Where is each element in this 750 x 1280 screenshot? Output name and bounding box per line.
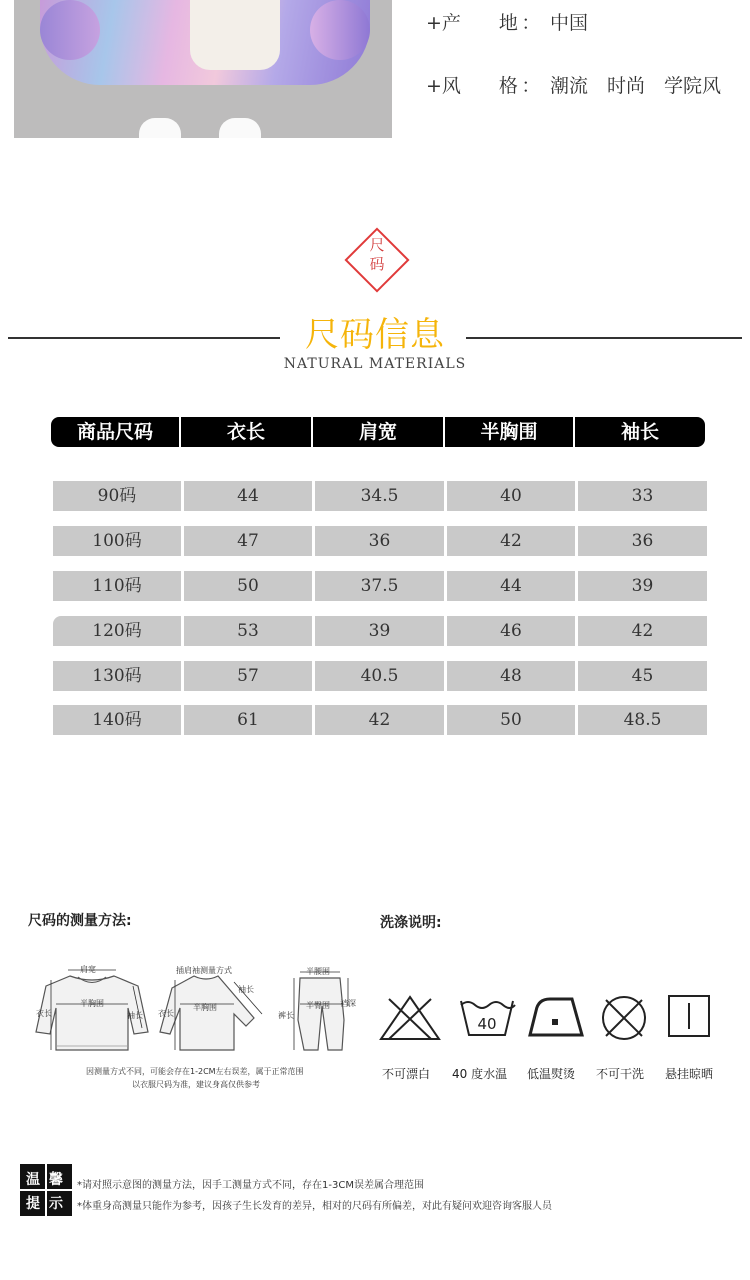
label-chest-raglan: 半胸围 [193,1003,217,1012]
spec-plus: + [426,12,442,34]
cell-length: 50 [184,571,312,601]
size-badge-bottom: 码 [369,255,385,273]
cell-shoulder: 39 [315,616,444,646]
cell-length: 61 [184,705,312,735]
care-label-no-bleach: 不可漂白 [382,1067,431,1081]
header-size: 商品尺码 [76,421,153,443]
care-label-hang-dry: 悬挂晾晒 [665,1067,714,1081]
header-length: 衣长 [226,421,265,443]
jacket-image [40,0,370,85]
cell-shoulder: 37.5 [315,571,444,601]
cell-length: 44 [184,481,312,511]
jacket-right-sleeve [310,0,370,60]
cell-length: 57 [184,661,312,691]
cell-sleeve: 36 [578,526,707,556]
raglan-title: 插肩袖测量方式 [176,966,232,975]
wash-title: 洗涤说明: [380,915,442,931]
tip-char: 提 [26,1196,40,1212]
shoe-left [139,118,181,138]
cell-size: 90码 [53,481,181,511]
cell-chest: 46 [447,616,575,646]
label-chest: 半胸围 [80,999,104,1008]
spec-colon: ： [521,75,541,97]
label-length: 衣长 [36,1009,52,1018]
spec-colon: ： [521,12,541,34]
cell-shoulder: 40.5 [315,661,444,691]
cell-length: 47 [184,526,312,556]
spec-style [426,71,721,98]
low-iron-icon [526,991,586,1043]
size-table-header [51,417,705,447]
table-row [51,705,707,735]
cell-sleeve: 48.5 [578,705,707,735]
cell-shoulder: 34.5 [315,481,444,511]
spec-plus: + [426,75,442,97]
section-title: 尺码信息 [305,315,445,355]
tip-char: 馨 [49,1172,63,1188]
care-label-no-dry-clean: 不可干洗 [596,1067,645,1081]
label-rise: 裆深 [340,999,356,1008]
spec-origin-label: 产 地 [441,12,518,34]
wash-40-icon [457,993,517,1043]
label-length-raglan: 衣长 [158,1009,174,1018]
table-row [51,661,707,691]
jacket-left-sleeve [40,0,100,60]
header-sleeve: 袖长 [620,421,659,443]
tip-char: 示 [49,1196,63,1212]
label-hip: 半臀围 [306,1001,330,1010]
cell-chest: 48 [447,661,575,691]
cell-sleeve: 42 [578,616,707,646]
header-shoulder: 肩宽 [358,421,397,443]
cell-size: 110码 [53,571,181,601]
cell-size: 120码 [53,616,181,646]
cell-shoulder: 42 [315,705,444,735]
size-badge-text [356,236,398,274]
label-sleeve: 袖长 [127,1011,143,1020]
table-row [51,481,707,511]
cell-size: 140码 [53,705,181,735]
cell-size: 130码 [53,661,181,691]
cell-chest: 40 [447,481,575,511]
label-waist: 半腰围 [306,967,330,976]
jacket-fleece-lining [190,0,280,70]
label-pants-length: 裤长 [278,1011,294,1020]
tip-char: 温 [26,1172,40,1188]
spec-origin-value: 中国 [549,12,588,34]
tip-line-2: *体重身高测量只能作为参考，因孩子生长发育的差异，相对的尺码有所偏差，对此有疑问欢迎咨询客服人员 [77,1201,552,1212]
cell-chest: 42 [447,526,575,556]
no-dry-clean-icon [598,993,650,1043]
size-badge-top: 尺 [369,236,385,254]
section-subtitle: NATURAL MATERIALS [283,356,467,372]
cell-sleeve: 45 [578,661,707,691]
label-sleeve-raglan: 袖长 [238,985,254,994]
measure-title: 尺码的测量方法: [28,913,132,929]
header-chest: 半胸围 [480,421,538,443]
no-bleach-icon [377,993,443,1043]
table-row [51,571,707,601]
measure-note-1: 因测量方式不同，可能会存在1-2CM左右误差，属于正常范围 [86,1067,304,1076]
divider-left [8,337,280,339]
cell-size: 100码 [53,526,181,556]
spec-style-value: 潮流 时尚 学院风 [549,75,721,97]
cell-shoulder: 36 [315,526,444,556]
measure-note-2: 以衣服尺码为准，建议身高仅供参考 [132,1080,260,1089]
product-photo [14,0,392,138]
spec-style-label: 风 格 [441,75,518,97]
tip-divider-v [45,1164,47,1216]
spec-origin [426,8,588,35]
cell-length: 53 [184,616,312,646]
shoe-right [219,118,261,138]
tip-line-1: *请对照示意图的测量方法，因手工测量方式不同，存在1-3CM误差属合理范围 [77,1180,424,1191]
hang-dry-icon [666,993,712,1039]
table-row [51,616,707,646]
wash-temp-number: 40 [477,1015,497,1033]
cell-sleeve: 39 [578,571,707,601]
cell-sleeve: 33 [578,481,707,511]
divider-right [466,337,742,339]
care-label-wash-40: 40 度水温 [452,1067,508,1081]
care-label-low-iron: 低温熨烫 [527,1067,576,1081]
cell-chest: 44 [447,571,575,601]
cell-chest: 50 [447,705,575,735]
warm-tips-badge [20,1164,72,1216]
label-shoulder: 肩宽 [80,965,96,974]
table-row [51,526,707,556]
